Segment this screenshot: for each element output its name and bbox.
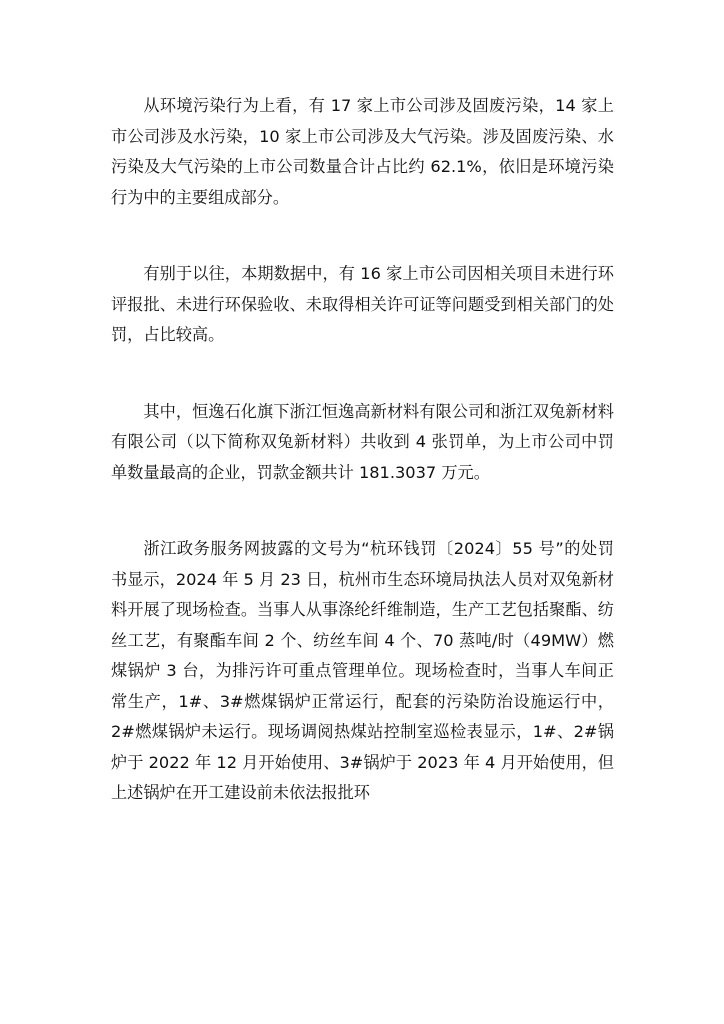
paragraph-permit-violations: 有别于以往，本期数据中，有 16 家上市公司因相关项目未进行环评报批、未进行环保验收、未取得相关许可证等问题受到相关部门的处罚，占比较高。: [111, 264, 614, 344]
paragraph-pollution-types: 从环境污染行为上看，有 17 家上市公司涉及固废污染，14 家上市公司涉及水污染，10 家上市公司涉及大气污染。涉及固废污染、水污染及大气污染的上市公司数量合计占比约 62.1%，依旧是环境污染行为中的主要组成部分。: [111, 96, 614, 207]
paragraph-penalty-details: 浙江政务服务网披露的文号为“杭环钱罚〔2024〕55 号”的处罚书显示，2024 年 5 月 23 日，杭州市生态环境局执法人员对双兔新材料开展了现场检查。当事人从事涤纶纤维制造，生产工艺包括聚酯、纺丝工艺，有聚酯车间 2 个、纺丝车间 4 个、70 蒸吨/时（49MW）燃煤锅炉 3 台，为排污许可重点管理单位。现场检查时，当事人车间正常生产，1#、3#燃煤锅炉正常运行，配套的污染防治设施运行中，2#燃煤锅炉未运行。现场调阅热煤站控制室巡检表显示，1#、2#锅炉于 2022 年 12 月开始使用、3#锅炉于 2023 年 4 月开始使用，但上述锅炉在开工建设前未依法报批环: [111, 539, 614, 802]
paragraph-hengyi-fines: 其中，恒逸石化旗下浙江恒逸高新材料有限公司和浙江双兔新材料有限公司（以下简称双兔新材料）共收到 4 张罚单，为上市公司中罚单数量最高的企业，罚款金额共计 181.3037 万元。: [111, 401, 614, 482]
document-body: [111, 91, 614, 809]
